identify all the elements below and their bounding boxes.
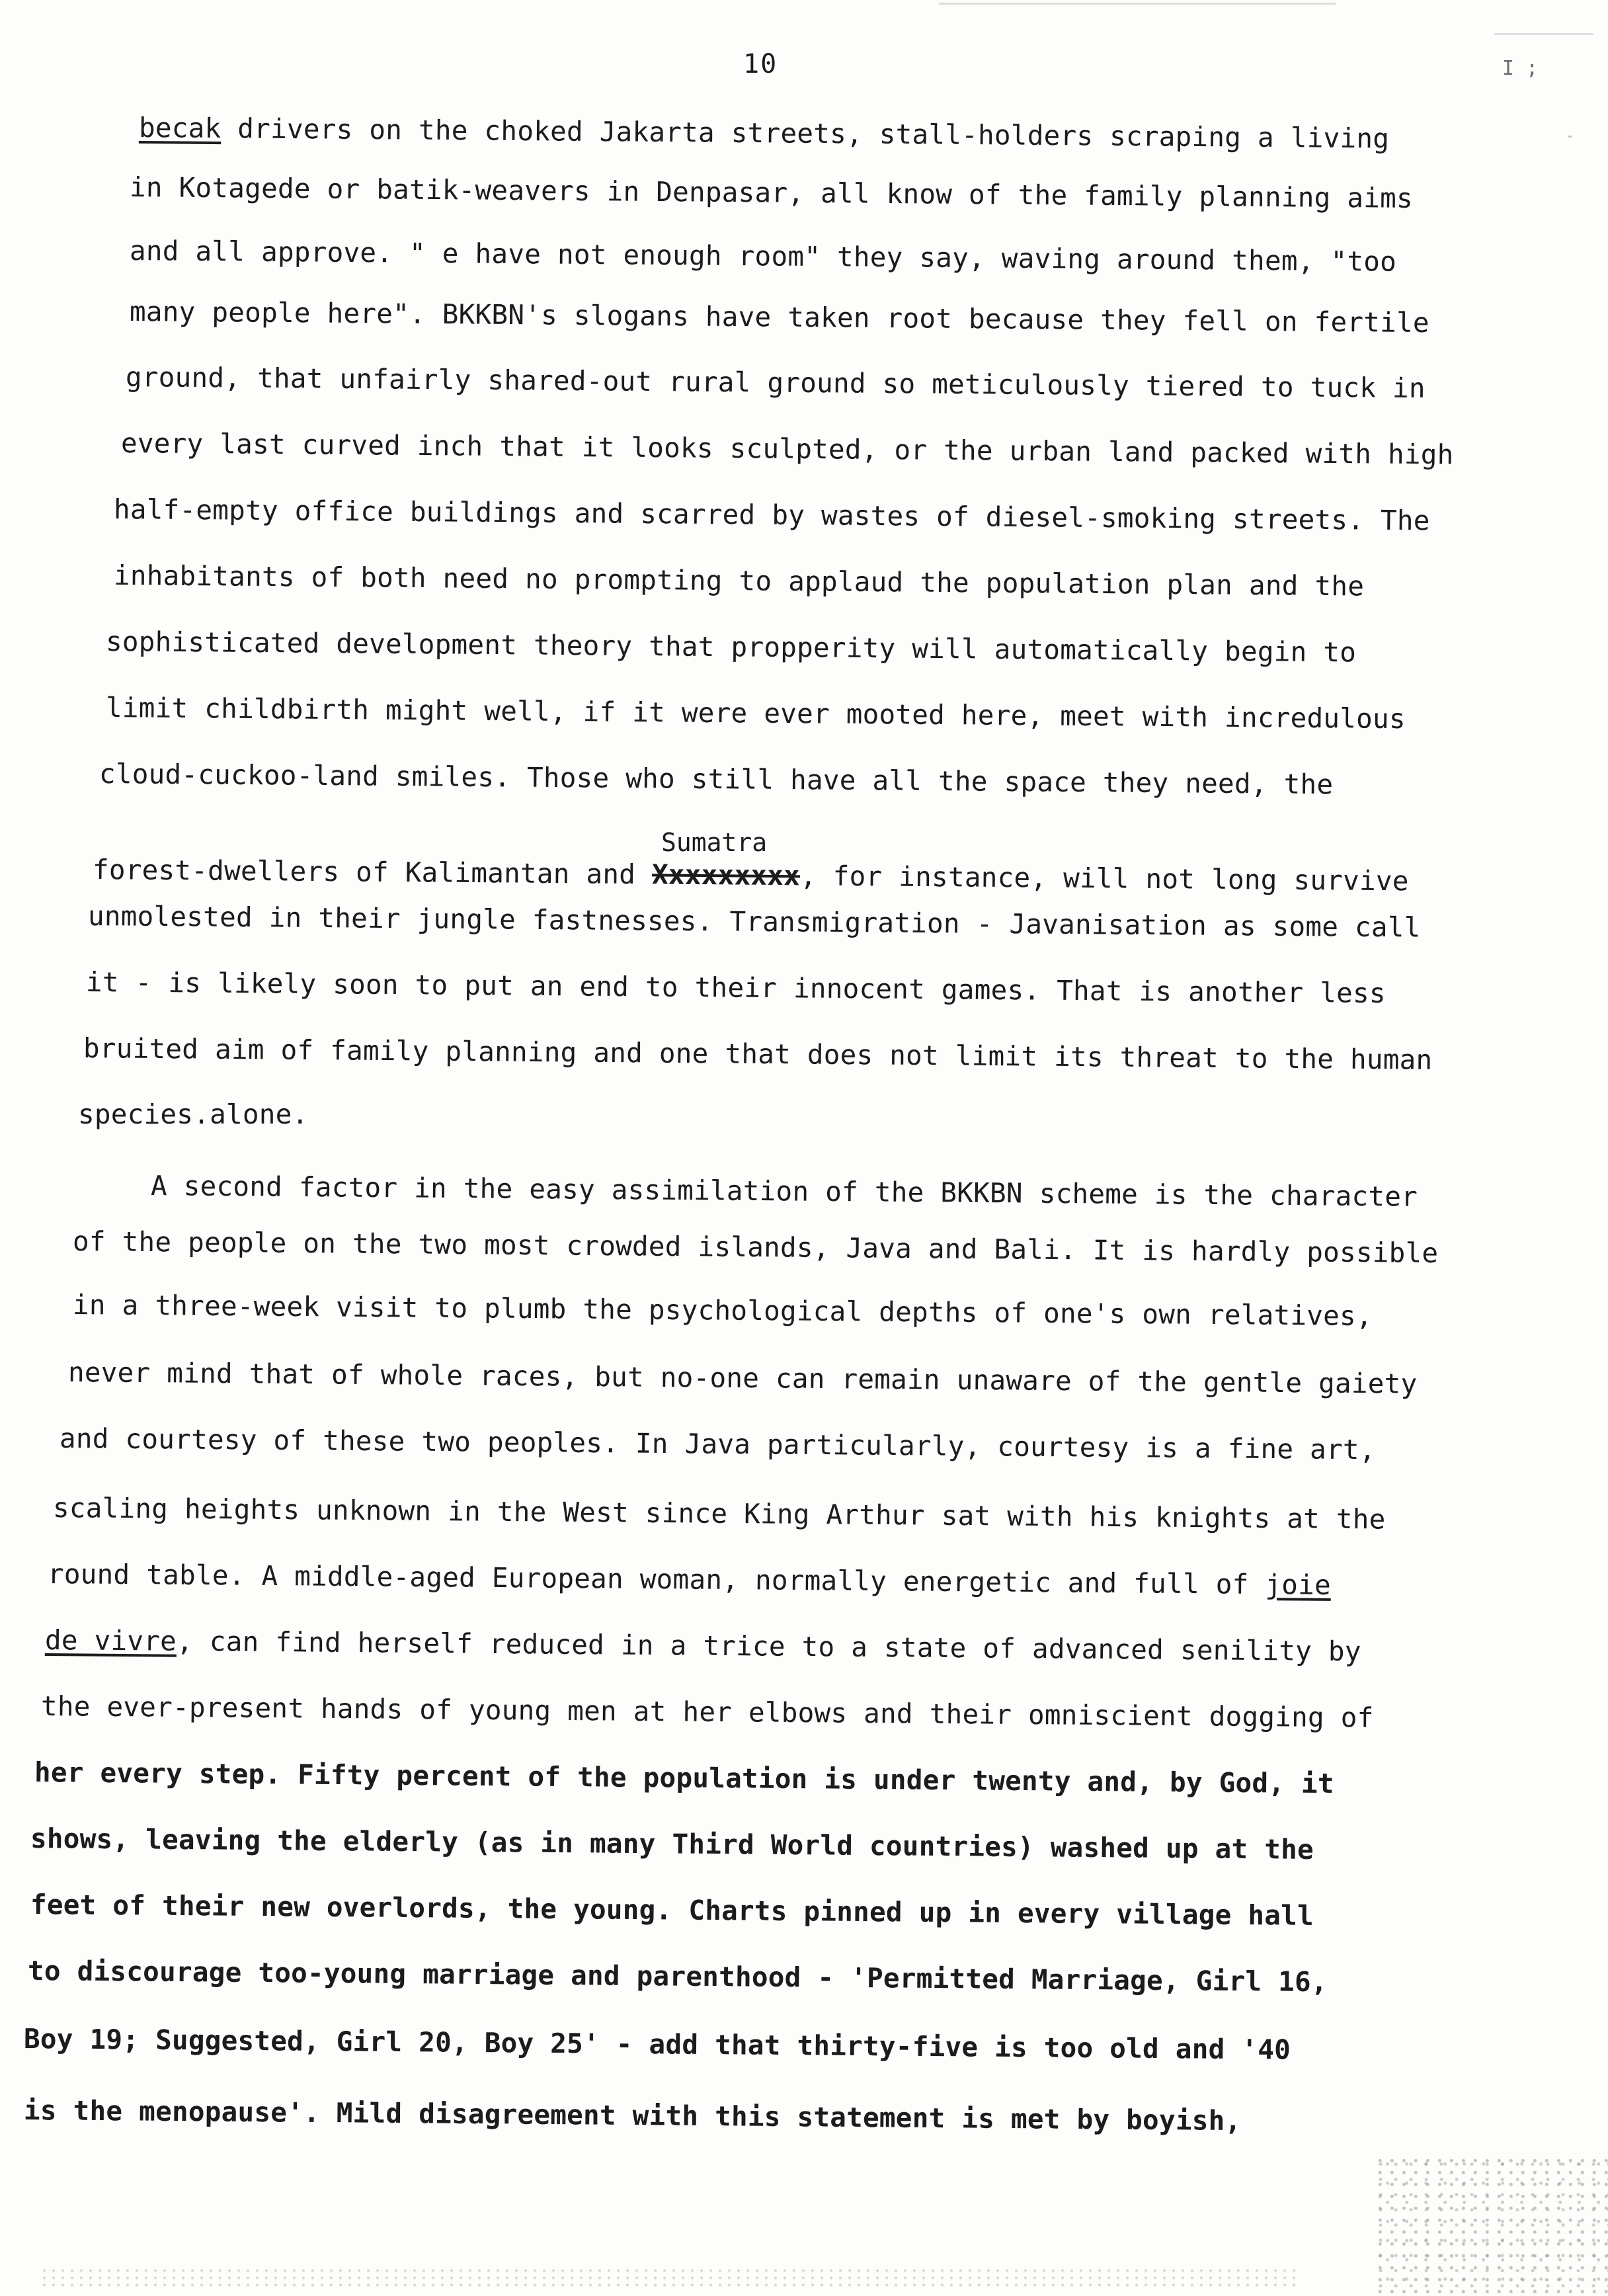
- text-line-27: shows, leaving the elderly (as in many Third World countries) washed up at the: [30, 1823, 1314, 1866]
- italic-term: joie: [1265, 1569, 1332, 1601]
- text-line-18: of the people on the two most crowded islands, Java and Bali. It is hardly possible: [72, 1225, 1439, 1270]
- scan-edge-noise: [1370, 2151, 1608, 2296]
- page-number: 10: [743, 49, 778, 79]
- text-line-26: her every step. Fifty percent of the population is under twenty and, by God, it: [34, 1756, 1334, 1800]
- text-line-28: feet of their new overlords, the young. Charts pinned up in every village hall: [30, 1889, 1314, 1932]
- text-line-13: unmolested in their jungle fastnesses. Transmigration - Javanisation as some call: [87, 900, 1421, 944]
- text-line-3: and all approve. " e have not enough room" they say, waving around them, "too: [129, 235, 1397, 278]
- text-line-2: in Kotagede or batik-weavers in Denpasar, all know of the family planning aims: [129, 171, 1414, 214]
- text-line-14: it - is likely soon to put an end to their innocent games. That is another less: [85, 966, 1386, 1010]
- text-line-20: never mind that of whole races, but no-one can remain unaware of the gentle gaiety: [67, 1356, 1418, 1400]
- text-line-29: to discourage too-young marriage and parenthood - 'Permitted Marriage, Girl 16,: [27, 1955, 1328, 1998]
- italic-term: becak: [138, 112, 221, 145]
- scan-bottom-noise: [40, 2267, 1296, 2291]
- text-line-24: de vivre, can find herself reduced in a trice to a state of advanced senility by: [44, 1624, 1361, 1668]
- scan-speck: [1568, 136, 1572, 138]
- text-line-5: ground, that unfairly shared-out rural ground so meticulously tiered to tuck in: [125, 361, 1426, 405]
- text-line-7: half-empty office buildings and scarred by wastes of diesel-smoking streets. The: [113, 493, 1430, 537]
- text-line-30: Boy 19; Suggested, Girl 20, Boy 25' - add that thirty-five is too old and '40: [23, 2023, 1291, 2066]
- text-line-21: and courtesy of these two peoples. In Java particularly, courtesy is a fine art,: [59, 1422, 1376, 1466]
- corner-mark: I ;: [1502, 57, 1539, 80]
- italic-term: de vivre: [44, 1624, 177, 1657]
- text-line-11: cloud-cuckoo-land smiles. Those who still have all the space they need, the: [99, 758, 1334, 801]
- text-line-15: bruited aim of family planning and one that does not limit its threat to the human: [83, 1032, 1433, 1076]
- text-line-19: in a three-week visit to plumb the psychological depths of one's own relatives,: [72, 1289, 1373, 1332]
- text-line-1: becak drivers on the choked Jakarta streets, stall-holders scraping a living: [138, 112, 1390, 155]
- text-line-17: A second factor in the easy assimilation of the BKKBN scheme is the character: [150, 1170, 1418, 1213]
- text-line-23: round table. A middle-aged European woman, normally energetic and full of joie: [47, 1558, 1332, 1601]
- scan-artifact-corner: [1494, 33, 1593, 35]
- text-line-16: species.alone.: [78, 1098, 309, 1130]
- text-line-10: limit childbirth might well, if it were ever mooted here, meet with incredulous: [105, 692, 1406, 735]
- text-line-31: is the menopause'. Mild disagreement with this statement is met by boyish,: [23, 2094, 1242, 2137]
- text-line-12: forest-dwellers of Kalimantan and Xxxxxxxxx, for instance, will not long survive: [92, 854, 1409, 897]
- text-line-8: inhabitants of both need no prompting to applaud the population plan and the: [113, 559, 1365, 602]
- struck-word: Xxxxxxxxx: [651, 858, 801, 892]
- text-line-6: every last curved inch that it looks sculpted, or the urban land packed with high: [120, 427, 1454, 471]
- handwritten-insertion: Sumatra: [661, 828, 768, 857]
- text-line-22: scaling heights unknown in the West since King Arthur sat with his knights at the: [52, 1492, 1386, 1536]
- text-line-25: the ever-present hands of young men at her elbows and their omniscient dogging of: [40, 1690, 1374, 1734]
- text-line-9: sophisticated development theory that propperity will automatically begin to: [105, 626, 1357, 669]
- scan-artifact-top: [939, 3, 1336, 5]
- text-line-4: many people here". BKKBN's slogans have taken root because they fell on fertile: [129, 296, 1429, 339]
